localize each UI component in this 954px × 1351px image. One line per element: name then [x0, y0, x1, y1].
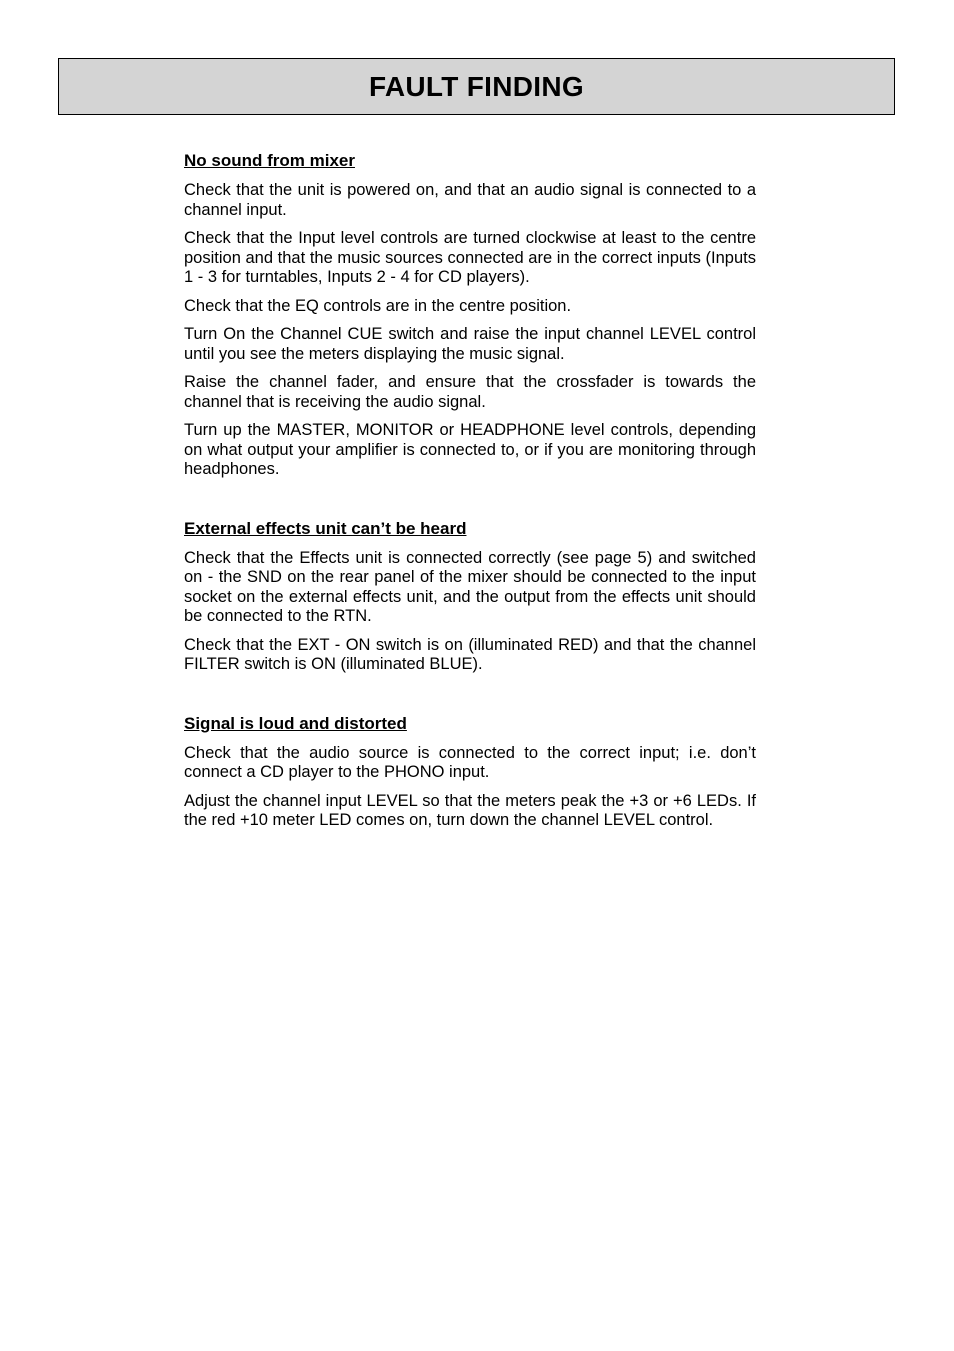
- paragraph: Check that the audio source is connected to the correct input; i.e. don’t connect a CD player to the PHONO input.: [184, 743, 756, 781]
- paragraph: Check that the EXT - ON switch is on (illuminated RED) and that the channel FILTER switch is ON (illuminated BLUE).: [184, 635, 756, 673]
- paragraph: Turn On the Channel CUE switch and raise the input channel LEVEL control until you see the meters displaying the music signal.: [184, 325, 756, 363]
- paragraph: Adjust the channel input LEVEL so that the meters peak the +3 or +6 LEDs. If the red +10 meter LED comes on, turn down the channel LEVEL control.: [184, 791, 756, 829]
- paragraph: Check that the Effects unit is connected correctly (see page 5) and switched on - the SND on the rear panel of the mixer should be connected to the input socket on the external effects unit, and the output from the effects unit should be connected to the RTN.: [184, 548, 756, 625]
- paragraph: Raise the channel fader, and ensure that the crossfader is towards the channel that is receiving the audio signal.: [184, 373, 756, 411]
- page-title: FAULT FINDING: [369, 70, 584, 102]
- document-body: [184, 150, 756, 869]
- page-title-box: [58, 58, 895, 115]
- paragraph: Check that the unit is powered on, and that an audio signal is connected to a channel input.: [184, 181, 756, 219]
- section-no-sound: [184, 150, 756, 480]
- paragraph: Turn up the MASTER, MONITOR or HEADPHONE level controls, depending on what output your amplifier is connected to, or if you are monitoring through headphones.: [184, 421, 756, 478]
- section-loud-distorted: [184, 713, 756, 831]
- section-external-effects: [184, 518, 756, 675]
- section-heading: Signal is loud and distorted: [184, 713, 407, 733]
- section-heading: External effects unit can’t be heard: [184, 518, 467, 538]
- section-heading: No sound from mixer: [184, 151, 355, 170]
- paragraph: Check that the Input level controls are turned clockwise at least to the centre position and that the music sources connected are in the correct inputs (Inputs 1 - 3 for turntables, Inputs 2 - 4 for CD players).: [184, 229, 756, 286]
- paragraph: Check that the EQ controls are in the centre position.: [184, 296, 572, 315]
